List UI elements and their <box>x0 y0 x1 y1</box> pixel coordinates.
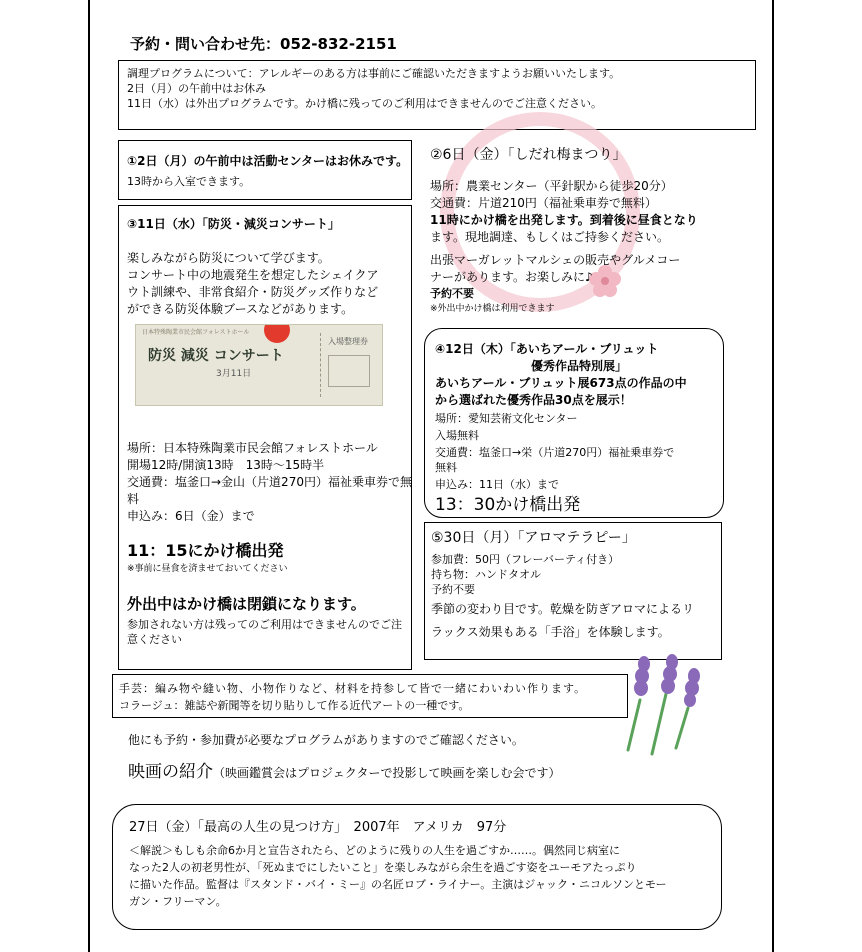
event-3-closed-note: 意ください <box>127 633 182 646</box>
event-3-closed: 外出中はかけ橋は閉鎖になります。 <box>127 595 366 613</box>
event-4-cost: 交通費：塩釜口→栄（片道270円）福祉乗車券で <box>435 446 675 459</box>
event-2-market: ナーがあります。お楽しみに♪ <box>430 270 593 284</box>
event-4-headline: から選ばれた優秀作品30点を展示！ <box>435 393 632 407</box>
notice-box <box>118 60 756 130</box>
event-2-depart: ます。現地調達、もしくはご持参ください。 <box>430 230 670 244</box>
event-box-3 <box>118 205 412 670</box>
glossary-line: 手芸：編み物や縫い物、小物作りなど、材料を持参して皆で一緒にわいわい作ります。 <box>119 682 587 695</box>
glossary-box <box>112 674 628 718</box>
event-3-closed-note: 参加されない方は残ってのご利用はできませんのでご注 <box>127 618 402 631</box>
event-3-title: ③11日（水）「防災・減災コンサート」 <box>127 217 340 231</box>
event-5-title: ⑤30日（月）「アロマテラピー」 <box>431 530 636 546</box>
lavender-icon <box>618 654 710 762</box>
movie-desc: なった2人の初老男性が、「死ぬまでにしたいこと」を楽しみながら余生を過ごす姿をユーモアたっぷり <box>129 861 637 874</box>
event-3-depart: 11：15にかけ橋出発 <box>127 541 284 560</box>
event-1-title: ①2日（月）の午前中は活動センターはお休みです。 <box>127 154 409 168</box>
event-3-time: 開場12時/開演13時 13時～15時半 <box>127 458 325 472</box>
red-circle-icon <box>264 324 290 343</box>
ticket-top-text: 日本特殊陶業市民会館フォレストホール <box>142 329 250 336</box>
event-4-free: 入場無料 <box>435 429 479 442</box>
page-right-border <box>772 0 774 952</box>
movie-desc: ガン・フリーマン。 <box>129 895 227 908</box>
event-2-no-reserve: 予約不要 <box>430 287 474 300</box>
event-box-4 <box>424 328 724 518</box>
notice-line: 11日（水）は外出プログラムです。かけ橋に残ってのご利用はできませんのでご注意ください。 <box>127 97 603 110</box>
event-3-place: 場所：日本特殊陶業市民会館フォレストホール <box>127 441 378 455</box>
event-4-headline: あいちアール・ブリュット展673点の作品の中 <box>435 376 687 390</box>
event-3-lunch: ※事前に昼食を済ませておいてください <box>127 564 288 574</box>
glossary-line: コラージュ：雑誌や新聞等を切り貼りして作る近代アートの一種です。 <box>119 699 470 712</box>
ticket-date: 3月11日 <box>216 369 252 379</box>
event-4-place: 場所：愛知芸術文化センター <box>435 412 578 425</box>
movie-heading: 映画の紹介 <box>128 762 213 782</box>
event-2-title: ②6日（金）「しだれ梅まつり」 <box>430 147 627 163</box>
event-1-text: 13時から入室できます。 <box>127 175 251 188</box>
movie-box <box>112 804 722 930</box>
event-3-cost: 交通費：塩釜口→金山（片道270円）福祉乗車券で無 <box>127 475 412 489</box>
event-3-apply: 申込み：6日（金）まで <box>127 509 255 523</box>
event-4-title: ④12日（木）「あいちアール・ブリュット <box>435 342 659 356</box>
notice-line: 調理プログラムについて：アレルギーのある方は事前にご確認いただきますようお願いいたします。 <box>127 67 621 80</box>
movie-heading-note: （映画鑑賞会はプロジェクターで投影して映画を楽しむ会です） <box>213 766 561 780</box>
event-2-place: 場所：農業センター（平針駅から徒歩20分） <box>430 179 673 193</box>
event-5-bring: 持ち物：ハンドタオル <box>431 568 541 581</box>
event-4-title: 優秀作品特別展」 <box>531 359 628 373</box>
event-3-cost: 料 <box>127 492 140 506</box>
movie-desc: に描いた作品。監督は『スタンド・バイ・ミー』の名匠ロブ・ライナー。主演はジャック・ニコルソンとモー <box>129 878 667 891</box>
movie-title: 27日（金）「最高の人生の見つけ方」 2007年 アメリカ 97分 <box>129 820 507 835</box>
event-4-cost: 無料 <box>435 461 457 474</box>
notice-line: 2日（月）の午前中はお休み <box>127 82 266 95</box>
event-box-5 <box>424 522 722 660</box>
event-3-desc: ウト訓練や、非常食紹介・防災グッズ作りなど <box>127 285 379 299</box>
event-2-note: ※外出中かけ橋は利用できます <box>430 304 555 314</box>
event-3-desc: コンサート中の地震発生を想定したシェイクア <box>127 268 379 282</box>
event-5-desc: 季節の変わり目です。乾燥を防ぎアロマによるリ <box>431 602 695 616</box>
event-5-desc: ラックス効果もある「手浴」を体験します。 <box>431 625 670 639</box>
event-3-desc: 楽しみながら防災について学びます。 <box>127 251 330 265</box>
page-left-border <box>88 0 90 952</box>
event-4-depart: 13：30かけ橋出発 <box>435 495 581 515</box>
event-box-1 <box>118 140 412 200</box>
event-2-market: 出張マーガレットマルシェの販売やグルメコー <box>430 253 681 267</box>
event-2-cost: 交通費：片道210円（福祉乗車券で無料） <box>430 196 657 210</box>
contact-line: 予約・問い合わせ先：052-832-2151 <box>130 35 397 53</box>
ticket-main-text: 防災 減災 コンサート <box>148 348 284 364</box>
event-4-apply: 申込み：11日（水）まで <box>435 478 559 491</box>
concert-ticket-image <box>135 324 383 406</box>
other-programs-note: 他にも予約・参加費が必要なプログラムがありますのでご確認ください。 <box>128 733 524 747</box>
movie-desc: ＜解説＞もしも余命6か月と宣告されたら、どのように残りの人生を過ごすか……。偶然同じ病室に <box>129 844 620 857</box>
event-3-desc: ができる防災体験ブースなどがあります。 <box>127 302 354 316</box>
event-2-depart: 11時にかけ橋を出発します。到着後に昼食となり <box>430 213 698 227</box>
event-5-fee: 参加費：50円（フレーバーティ付き） <box>431 553 620 566</box>
ticket-side-text: 入場整理券 <box>328 337 368 346</box>
event-5-no-reserve: 予約不要 <box>431 583 475 596</box>
